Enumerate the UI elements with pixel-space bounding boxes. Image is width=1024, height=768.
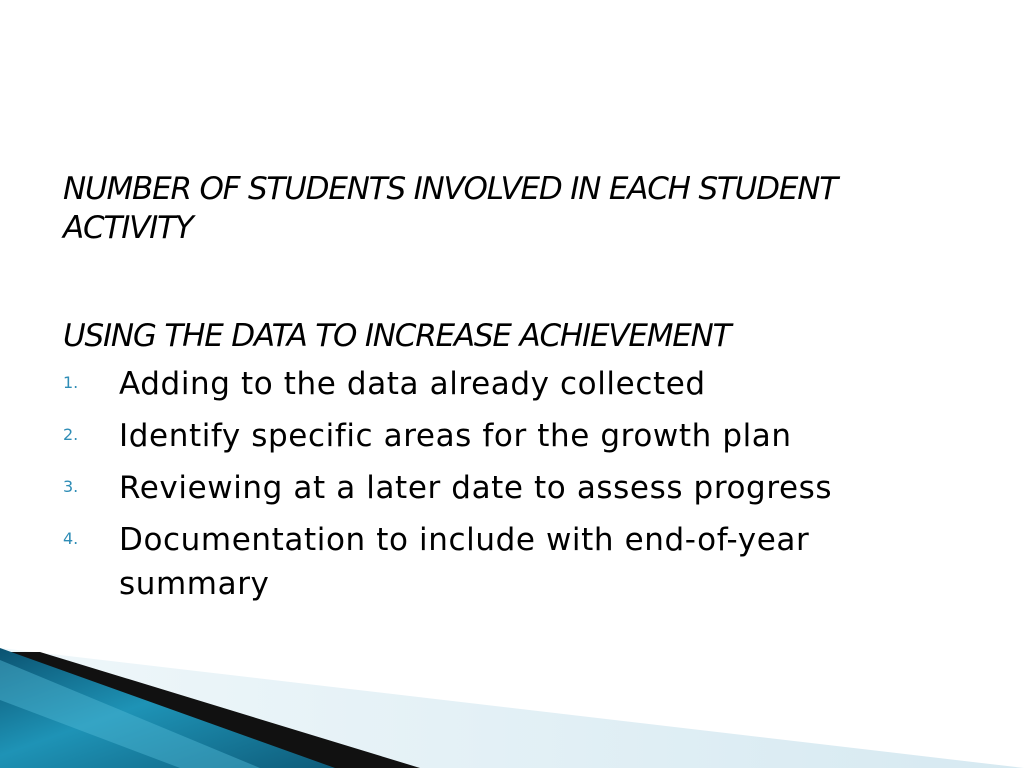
list-text: Adding to the data already collected xyxy=(119,366,706,402)
list-text: Identify specific areas for the growth plan xyxy=(119,418,792,454)
heading-achievement: USING THE DATA TO INCREASE ACHIEVEMENT xyxy=(63,318,731,354)
list-text: Reviewing at a later date to assess progress xyxy=(119,470,833,506)
slide-content xyxy=(63,170,963,614)
list-item xyxy=(63,414,963,458)
list-number: 3. xyxy=(63,477,79,496)
list-item xyxy=(63,362,963,406)
list-item xyxy=(63,466,963,510)
list-text: Documentation to include with end-of-year summary xyxy=(119,522,810,602)
list-item xyxy=(63,518,963,606)
achievement-list xyxy=(63,362,963,606)
list-number: 1. xyxy=(63,373,79,392)
list-number: 2. xyxy=(63,425,79,444)
list-number: 4. xyxy=(63,529,79,548)
heading-student-activity: NUMBER OF STUDENTS INVOLVED IN EACH STUDENT ACTIVITY xyxy=(63,171,837,246)
